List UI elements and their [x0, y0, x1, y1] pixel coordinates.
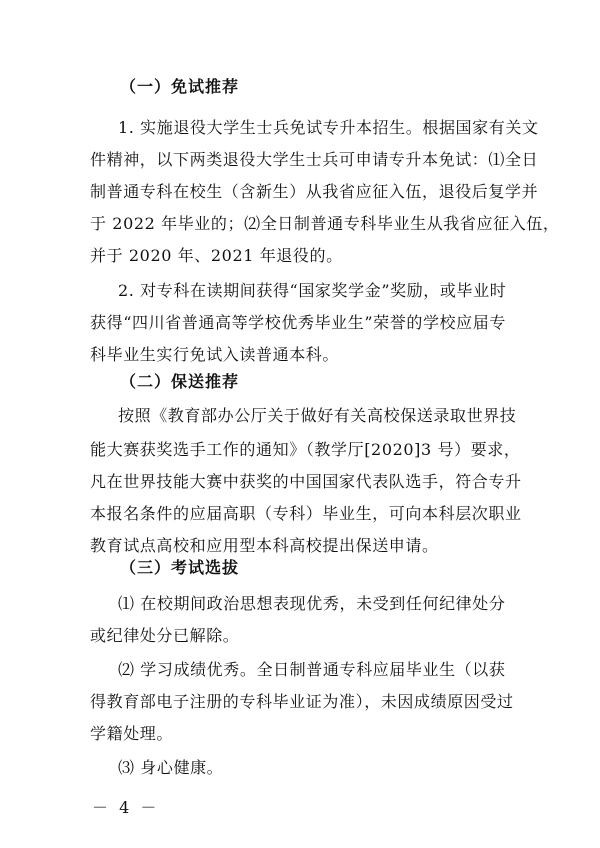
paragraph-line: 能大赛获奖选手工作的通知》（教学厅[2020]3 号）要求， [90, 440, 521, 459]
paragraph-line: 制普通专科在校生（含新生）从我省应征入伍，退役后复学并 [90, 182, 539, 201]
paragraph-line: 教育试点高校和应用型本科高校提出保送申请。 [90, 536, 439, 555]
paragraph-line: 并于 2020 年、2021 年退役的。 [90, 246, 343, 265]
paragraph-line: 科毕业生实行免试入读普通本科。 [90, 345, 340, 364]
paragraph-line: 凡在世界技能大赛中获奖的中国国家代表队选手，符合专升 [90, 472, 522, 491]
paragraph-line: ⑵ 学习成绩优秀。全日制普通专科应届毕业生（以获 [118, 660, 506, 679]
paragraph-line: 1. 实施退役大学生士兵免试专升本招生。根据国家有关文 [118, 118, 539, 137]
paragraph-line: ⑴ 在校期间政治思想表现优秀，未受到任何纪律处分 [118, 594, 506, 613]
page-number: － 4 － [92, 798, 160, 817]
paragraph-line: 按照《教育部办公厅关于做好有关高校保送录取世界技 [118, 406, 517, 425]
paragraph-line: 得教育部电子注册的专科毕业证为准），未因成绩原因受过 [90, 692, 514, 711]
section-heading-guaranteed-admission: （二）保送推荐 [120, 372, 240, 391]
section-heading-exam-selection: （三）考试选拔 [120, 558, 240, 577]
paragraph-line: ⑶ 身心健康。 [118, 758, 224, 777]
paragraph-line: 获得“四川省普通高等学校优秀毕业生”荣誉的学校应届专 [90, 313, 506, 332]
section-heading-exempt-recommendation: （一）免试推荐 [120, 77, 240, 96]
paragraph-line: 于 2022 年毕业的；⑵全日制普通专科毕业生从我省应征入伍， [90, 214, 560, 233]
paragraph-line: 本报名条件的应届高职（专科）毕业生，可向本科层次职业 [90, 504, 522, 523]
paragraph-line: 件精神，以下两类退役大学生士兵可申请专升本免试：⑴全日 [90, 150, 539, 169]
paragraph-line: 2. 对专科在读期间获得“国家奖学金”奖励，或毕业时 [118, 281, 507, 300]
paragraph-line: 学籍处理。 [90, 724, 174, 743]
paragraph-line: 或纪律处分已解除。 [90, 626, 240, 645]
